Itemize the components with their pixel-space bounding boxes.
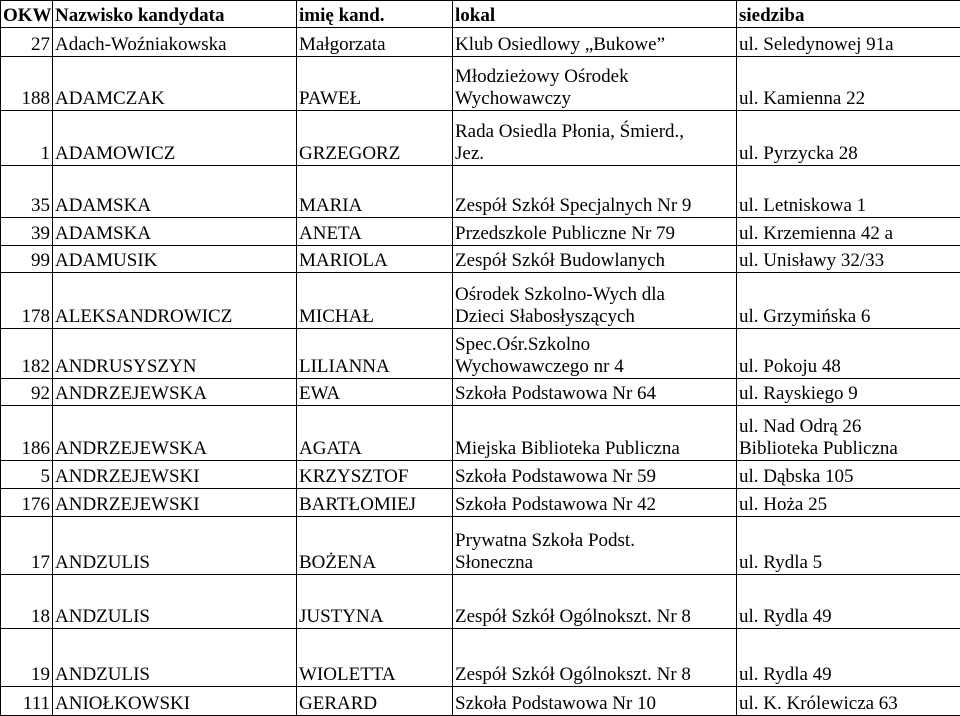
cell-venue-line: Ośrodek Szkolno-Wych dla [455, 284, 734, 306]
cell-first-name[interactable]: GERARD [297, 687, 453, 716]
table-row [1, 517, 960, 575]
table-row [1, 218, 960, 246]
cell-venue-line: Prywatna Szkoła Podst. [455, 530, 734, 552]
header-okw[interactable]: OKW [1, 1, 53, 28]
cell-address-line: ul. K. Królewicza 63 [739, 693, 958, 715]
table-row [1, 629, 960, 687]
cell-surname[interactable]: Adach-Woźniakowska [53, 28, 297, 57]
cell-venue[interactable] [453, 489, 737, 517]
cell-surname[interactable]: ADAMOWICZ [53, 111, 297, 166]
cell-address-line: ul. Pokoju 48 [739, 356, 958, 378]
cell-first-name[interactable]: PAWEŁ [297, 57, 453, 111]
cell-okw[interactable]: 5 [1, 461, 53, 489]
cell-venue-line: Zespół Szkół Specjalnych Nr 9 [455, 195, 734, 217]
cell-first-name[interactable]: Małgorzata [297, 28, 453, 57]
cell-first-name[interactable]: MICHAŁ [297, 273, 453, 329]
cell-venue-line: Szkoła Podstawowa Nr 59 [455, 466, 734, 488]
cell-venue-line: Młodzieżowy Ośrodek [455, 66, 734, 88]
cell-address-line: ul. Unisławy 32/33 [739, 250, 958, 272]
cell-address[interactable] [737, 575, 960, 629]
cell-venue[interactable] [453, 575, 737, 629]
cell-address[interactable] [737, 166, 960, 218]
header-first-name[interactable]: imię kand. [297, 1, 453, 28]
cell-surname[interactable]: ADAMSKA [53, 218, 297, 246]
cell-venue[interactable] [453, 57, 737, 111]
cell-address-line: ul. Rayskiego 9 [739, 383, 958, 405]
cell-venue[interactable] [453, 379, 737, 406]
cell-venue[interactable] [453, 111, 737, 166]
cell-address[interactable] [737, 111, 960, 166]
cell-first-name[interactable]: BARTŁOMIEJ [297, 489, 453, 517]
cell-venue-line: Wychowawczy [455, 88, 734, 110]
cell-venue[interactable] [453, 246, 737, 273]
cell-address-line: ul. Grzymińska 6 [739, 306, 958, 328]
cell-first-name[interactable]: ANETA [297, 218, 453, 246]
cell-address-line: ul. Pyrzycka 28 [739, 143, 958, 165]
cell-address[interactable] [737, 489, 960, 517]
cell-surname[interactable]: ALEKSANDROWICZ [53, 273, 297, 329]
cell-venue[interactable] [453, 517, 737, 575]
cell-address-line: ul. Rydla 49 [739, 606, 958, 628]
cell-venue-line: Jez. [455, 143, 734, 165]
header-address[interactable]: siedziba [737, 1, 960, 28]
cell-venue-line: Szkoła Podstawowa Nr 64 [455, 383, 734, 405]
cell-venue-line: Wychowawczego nr 4 [455, 356, 734, 378]
table-body [1, 28, 960, 716]
cell-address-line: ul. Dąbska 105 [739, 466, 958, 488]
table-row [1, 379, 960, 406]
cell-venue[interactable] [453, 687, 737, 716]
cell-address[interactable] [737, 218, 960, 246]
table-row [1, 406, 960, 461]
header-row [1, 1, 960, 28]
table-row [1, 111, 960, 166]
cell-address[interactable] [737, 273, 960, 329]
header-venue[interactable]: lokal [453, 1, 737, 28]
cell-venue-line: Zespół Szkół Budowlanych [455, 250, 734, 272]
cell-surname[interactable]: ADAMUSIK [53, 246, 297, 273]
cell-surname[interactable]: ANDRZEJEWSKA [53, 406, 297, 461]
cell-okw[interactable]: 111 [1, 687, 53, 716]
cell-address[interactable] [737, 629, 960, 687]
cell-address[interactable] [737, 517, 960, 575]
cell-surname[interactable]: ANDRUSYSZYN [53, 329, 297, 379]
cell-first-name[interactable]: EWA [297, 379, 453, 406]
cell-okw[interactable]: 99 [1, 246, 53, 273]
cell-surname[interactable]: ANDRZEJEWSKA [53, 379, 297, 406]
cell-first-name[interactable]: MARIA [297, 166, 453, 218]
cell-address-line: ul. Letniskowa 1 [739, 195, 958, 217]
cell-venue-line: Szkoła Podstawowa Nr 10 [455, 693, 734, 715]
cell-venue-line: Szkoła Podstawowa Nr 42 [455, 494, 734, 516]
cell-first-name[interactable]: BOŻENA [297, 517, 453, 575]
table-row [1, 461, 960, 489]
cell-first-name[interactable]: AGATA [297, 406, 453, 461]
cell-first-name[interactable]: LILIANNA [297, 329, 453, 379]
cell-okw[interactable]: 39 [1, 218, 53, 246]
cell-okw[interactable]: 182 [1, 329, 53, 379]
cell-surname[interactable]: ANIOŁKOWSKI [53, 687, 297, 716]
cell-venue[interactable] [453, 166, 737, 218]
cell-address[interactable] [737, 687, 960, 716]
cell-venue[interactable] [453, 461, 737, 489]
cell-venue[interactable] [453, 406, 737, 461]
cell-venue[interactable] [453, 28, 737, 57]
table-row [1, 28, 960, 57]
cell-okw[interactable]: 35 [1, 166, 53, 218]
cell-venue-line: Zespół Szkół Ogólnokszt. Nr 8 [455, 664, 734, 686]
cell-okw[interactable]: 186 [1, 406, 53, 461]
cell-address[interactable] [737, 28, 960, 57]
cell-first-name[interactable]: WIOLETTA [297, 629, 453, 687]
cell-first-name[interactable]: KRZYSZTOF [297, 461, 453, 489]
cell-okw[interactable]: 17 [1, 517, 53, 575]
header-surname[interactable]: Nazwisko kandydata [53, 1, 297, 28]
cell-venue[interactable] [453, 629, 737, 687]
cell-address-line: ul. Seledynowej 91a [739, 34, 958, 56]
cell-address[interactable] [737, 57, 960, 111]
cell-venue-line: Zespół Szkół Ogólnokszt. Nr 8 [455, 606, 734, 628]
cell-surname[interactable]: ADAMCZAK [53, 57, 297, 111]
cell-venue-line: Klub Osiedlowy „Bukowe” [455, 34, 734, 56]
cell-address[interactable] [737, 406, 960, 461]
cell-address-line: ul. Krzemienna 42 a [739, 223, 958, 245]
cell-first-name[interactable]: GRZEGORZ [297, 111, 453, 166]
cell-okw[interactable]: 176 [1, 489, 53, 517]
cell-surname[interactable]: ANDZULIS [53, 629, 297, 687]
cell-surname[interactable]: ANDZULIS [53, 575, 297, 629]
cell-address[interactable] [737, 329, 960, 379]
cell-address-line: ul. Kamienna 22 [739, 88, 958, 110]
cell-okw[interactable]: 19 [1, 629, 53, 687]
table-row [1, 166, 960, 218]
table-row [1, 273, 960, 329]
cell-surname[interactable]: ANDRZEJEWSKI [53, 461, 297, 489]
cell-okw[interactable]: 178 [1, 273, 53, 329]
cell-venue-line: Dzieci Słabosłyszących [455, 306, 734, 328]
cell-venue[interactable] [453, 329, 737, 379]
table-row [1, 575, 960, 629]
cell-address-line: ul. Rydla 49 [739, 664, 958, 686]
table-row [1, 489, 960, 517]
cell-venue-line: Spec.Ośr.Szkolno [455, 334, 734, 356]
cell-address[interactable] [737, 461, 960, 489]
cell-okw[interactable]: 27 [1, 28, 53, 57]
cell-venue-line: Miejska Biblioteka Publiczna [455, 438, 734, 460]
cell-first-name[interactable]: MARIOLA [297, 246, 453, 273]
cell-venue-line: Przedszkole Publiczne Nr 79 [455, 223, 734, 245]
cell-venue-line: Słoneczna [455, 552, 734, 574]
cell-address[interactable] [737, 246, 960, 273]
cell-surname[interactable]: ADAMSKA [53, 166, 297, 218]
cell-surname[interactable]: ANDRZEJEWSKI [53, 489, 297, 517]
table-row [1, 329, 960, 379]
cell-address-line: Biblioteka Publiczna [739, 438, 958, 460]
cell-okw[interactable]: 188 [1, 57, 53, 111]
cell-first-name[interactable]: JUSTYNA [297, 575, 453, 629]
cell-address[interactable] [737, 379, 960, 406]
cell-address-line: ul. Hoża 25 [739, 494, 958, 516]
cell-surname[interactable]: ANDZULIS [53, 517, 297, 575]
cell-address-line: ul. Nad Odrą 26 [739, 416, 958, 438]
cell-address-line: ul. Rydla 5 [739, 552, 958, 574]
table-row [1, 687, 960, 716]
cell-venue[interactable] [453, 273, 737, 329]
cell-okw[interactable]: 18 [1, 575, 53, 629]
cell-okw[interactable]: 92 [1, 379, 53, 406]
cell-okw[interactable]: 1 [1, 111, 53, 166]
cell-venue[interactable] [453, 218, 737, 246]
table-row [1, 246, 960, 273]
table-row [1, 57, 960, 111]
cell-venue-line: Rada Osiedla Płonia, Śmierd., [455, 121, 734, 143]
